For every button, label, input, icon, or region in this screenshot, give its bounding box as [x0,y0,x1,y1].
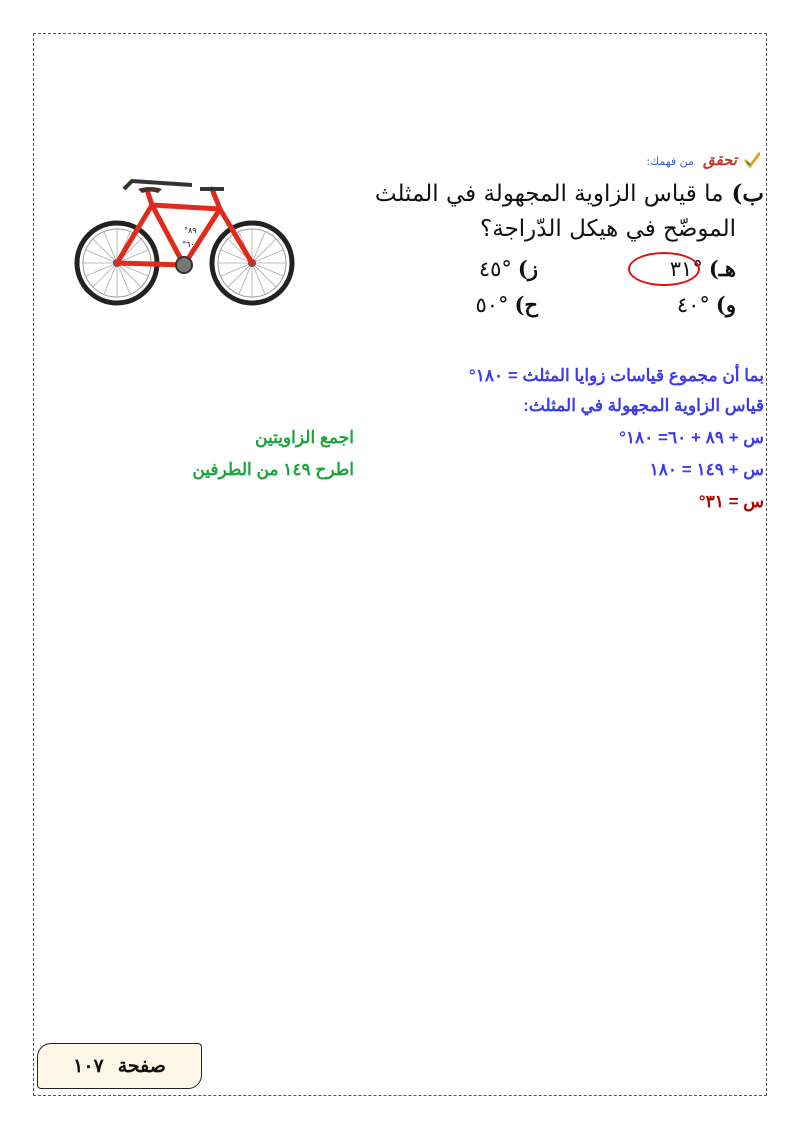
option-h-value: °٣١ [669,257,703,281]
option-z-value: °٤٥ [478,257,512,281]
page-number-box [37,1043,202,1089]
question-line-1 [375,180,764,207]
question-text-1: ما قياس الزاوية المجهولة في المثلث [374,181,724,207]
check-mark-icon [744,152,760,168]
tag-title: تحقق [702,151,737,169]
solution-line-4: س + ١٤٩ = ١٨٠ [649,460,764,479]
option-h-label: هـ) [708,256,736,281]
solution-line-2: قياس الزاوية المجهولة في المثلث: [523,396,764,415]
option-z-label: ز) [517,256,538,281]
note-add-angles: اجمع الزاويتين [255,428,354,447]
question-letter: ب) [731,180,764,207]
angle-60-label: °٦٠ [182,240,195,249]
option-z[interactable] [479,256,538,281]
angle-89-label: °٨٩ [184,226,197,235]
option-w-value: °٤٠ [676,293,710,317]
solution-answer: س = ٣١° [698,492,764,511]
solution-line-1: بما أن مجموع قياسات زوايا المثلث = ١٨٠° [468,366,764,385]
note-subtract: اطرح ١٤٩ من الطرفين [192,460,354,479]
chainring [176,257,192,273]
bicycle-illustration [72,175,297,315]
option-h2[interactable] [475,292,538,317]
page-word: صفحة [117,1055,166,1077]
tag-subtitle: من فهمك: [646,155,694,168]
option-h2-value: °٥٠ [475,293,509,317]
option-h2-label: ح) [514,292,538,317]
option-w-label: و) [715,292,736,317]
option-w[interactable] [677,292,736,317]
handlebar [124,181,192,189]
check-understanding-tag [646,150,760,169]
page-number: ١٠٧ [73,1055,104,1077]
question-line-2: الموضّح في هيكل الدّراجة؟ [480,216,736,242]
solution-line-3: س + ٨٩ + ٦٠= ١٨٠° [619,428,764,447]
angle-x-label: س [168,216,179,226]
answer-circle [628,252,700,286]
